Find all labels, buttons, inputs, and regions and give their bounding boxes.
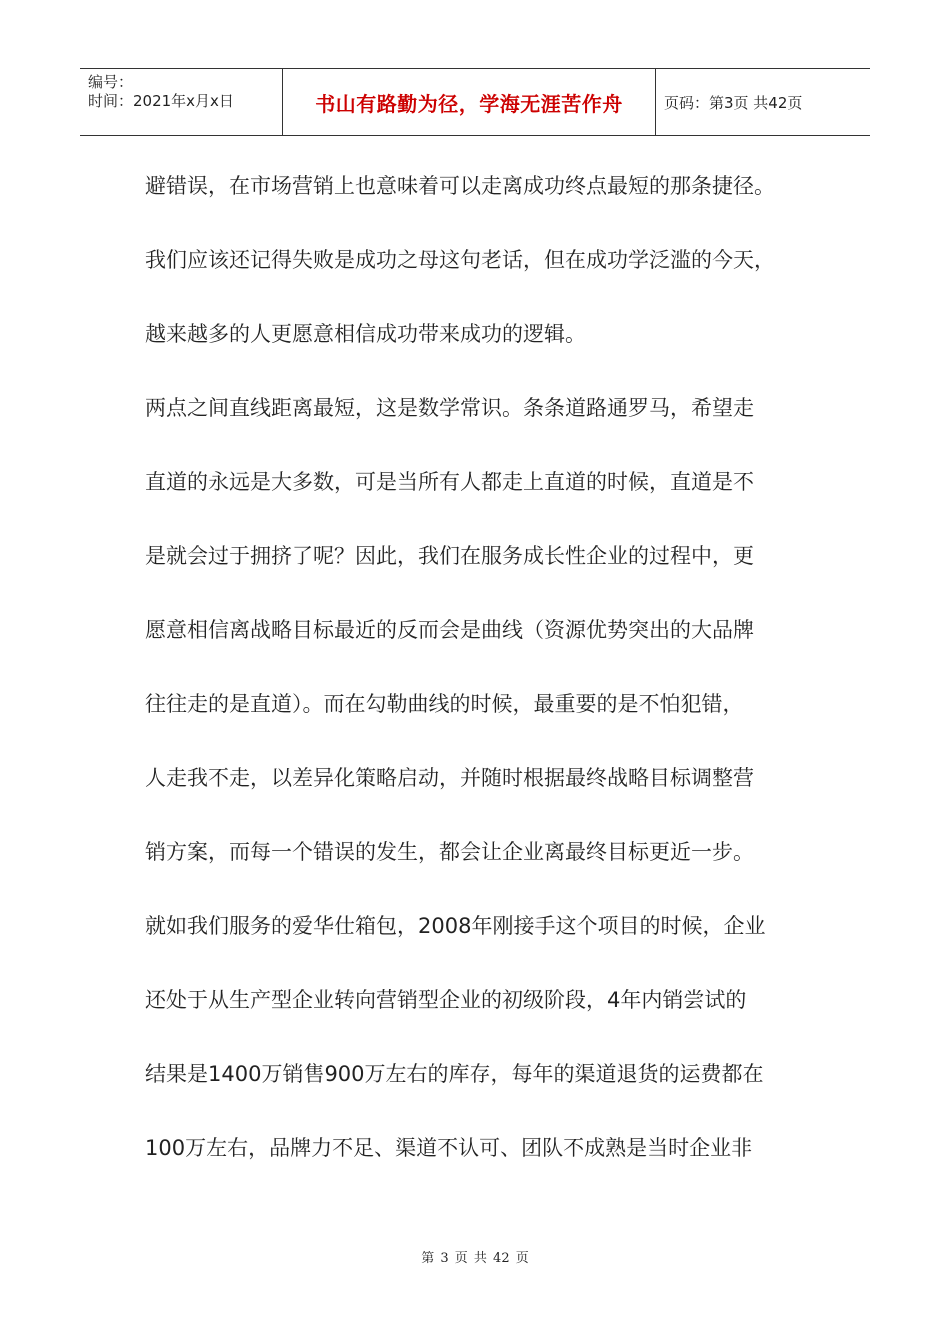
body-line: 是就会过于拥挤了呢？因此，我们在服务成长性企业的过程中，更 (145, 544, 754, 568)
body-line: 还处于从生产型企业转向营销型企业的初级阶段，4年内销尝试的 (145, 988, 747, 1012)
header-motto: 书山有路勤为径，学海无涯苦作舟 (315, 91, 623, 116)
footer-page-number: 第 3 页 共 42 页 (421, 1251, 529, 1266)
page-footer (0, 1247, 950, 1266)
body-line: 人走我不走，以差异化策略启动，并随时根据最终战略目标调整营 (145, 766, 754, 790)
body-line: 直道的永远是大多数，可是当所有人都走上直道的时候，直道是不 (145, 470, 754, 494)
body-line: 避错误，在市场营销上也意味着可以走离成功终点最短的那条捷径。 (145, 174, 775, 198)
body-line: 100万左右，品牌力不足、渠道不认可、团队不成熟是当时企业非 (145, 1136, 753, 1160)
document-date-label: 时间：2021年x月x日 (88, 92, 234, 110)
body-line: 销方案，而每一个错误的发生，都会让企业离最终目标更近一步。 (145, 840, 754, 864)
header-page-cell (656, 69, 870, 135)
page-header (80, 68, 870, 136)
header-page-info: 页码：第3页 共42页 (664, 93, 803, 112)
body-line: 我们应该还记得失败是成功之母这句老话，但在成功学泛滥的今天， (145, 248, 775, 272)
header-meta (80, 69, 282, 135)
body-line: 两点之间直线距离最短，这是数学常识。条条道路通罗马，希望走 (145, 396, 754, 420)
document-number-label: 编号： (88, 73, 134, 91)
header-motto-cell (282, 69, 656, 135)
body-line: 就如我们服务的爱华仕箱包，2008年刚接手这个项目的时候，企业 (145, 914, 766, 938)
body-line: 往往走的是直道）。而在勾勒曲线的时候，最重要的是不怕犯错， (145, 692, 744, 716)
body-line: 结果是1400万销售900万左右的库存，每年的渠道退货的运费都在 (145, 1062, 764, 1086)
document-body (145, 162, 805, 1198)
body-line: 愿意相信离战略目标最近的反而会是曲线（资源优势突出的大品牌 (145, 618, 754, 642)
body-line: 越来越多的人更愿意相信成功带来成功的逻辑。 (145, 322, 586, 346)
